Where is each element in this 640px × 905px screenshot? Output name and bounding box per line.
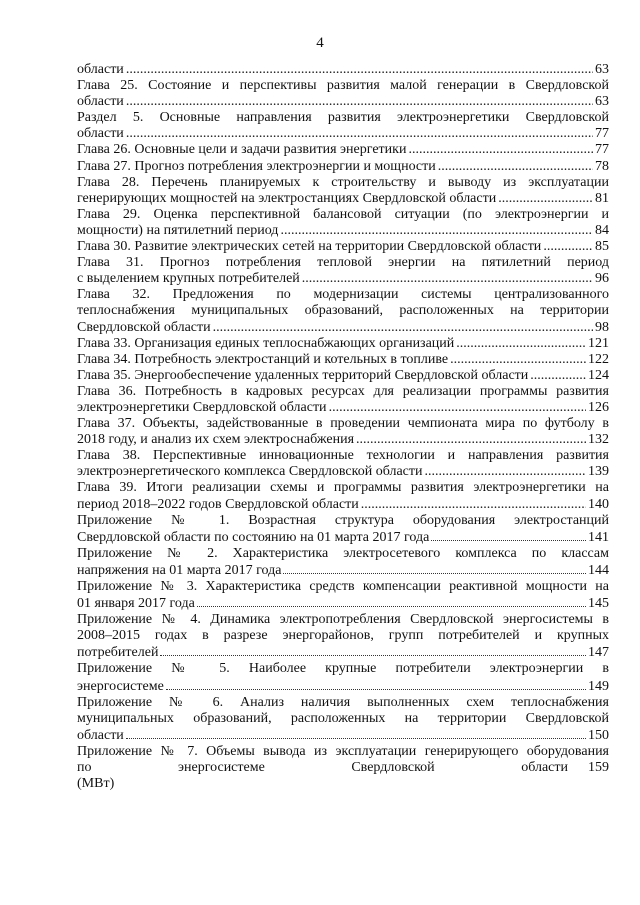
toc-entry[interactable] (77, 480, 609, 512)
toc-entry-title: по энергосистеме Свердловской области (77, 760, 568, 776)
toc-entry[interactable] (77, 255, 609, 287)
toc-entry[interactable] (77, 368, 609, 384)
toc-entry-line: Приложение № 4. Динамика электропотребления Свердловской энергосистемы в (77, 612, 609, 628)
toc-entry-title: электроэнергетического комплекса Свердловской области (77, 464, 423, 480)
toc-entry-title: с выделением крупных потребителей (77, 271, 300, 287)
toc-entry-title: области (77, 727, 124, 743)
toc-page-number: 81 (595, 190, 609, 206)
dot-leader (126, 62, 593, 78)
toc-page-number: 124 (588, 367, 609, 383)
toc-entry-line: Глава 31. Прогноз потребления тепловой энергии на пятилетний период (77, 255, 609, 271)
toc-page-number: 77 (595, 126, 609, 142)
toc-entry-line: Приложение № 5. Наиболее крупные потребители электроэнергии в (77, 661, 609, 677)
toc-entry-line: Глава 25. Состояние и перспективы развития малой генерации в Свердловской (77, 78, 609, 94)
toc-page-number: 139 (588, 464, 609, 480)
toc-entry-line: Приложение № 6. Анализ наличия выполненных схем теплоснабжения (77, 694, 609, 710)
dot-leader (425, 464, 587, 480)
toc-page-number: 96 (595, 271, 609, 287)
toc-page-number: 132 (588, 432, 609, 448)
toc-page-number: 150 (588, 727, 609, 743)
toc-entry-line: Глава 36. Потребность в кадровых ресурсах для реализации программы развития (77, 383, 609, 399)
toc-entry[interactable] (77, 661, 609, 694)
dot-leader (280, 223, 593, 239)
toc-page-number: 85 (595, 239, 609, 255)
dot-leader (438, 159, 593, 175)
dot-leader (166, 678, 586, 690)
toc-entry[interactable] (77, 207, 609, 239)
toc-entry[interactable] (77, 546, 609, 579)
toc-entry-title: области (77, 94, 124, 110)
toc-page-number: 121 (588, 335, 609, 351)
toc-entry-title: Глава 34. Потребность электростанций и котельных в топливе (77, 351, 449, 367)
toc-entry-line: Глава 39. Итоги реализации схемы и программы развития электроэнергетики на (77, 480, 609, 496)
toc-page-number: 84 (595, 222, 609, 238)
toc-entry[interactable] (77, 695, 609, 744)
toc-entry-line: Глава 38. Перспективные инновационные технологии и направления развития (77, 448, 609, 464)
toc-page-number: 78 (595, 158, 609, 174)
toc-page-number: 77 (595, 142, 609, 158)
toc-entry-title: потребителей (77, 645, 159, 661)
toc-entry-title: Свердловской области (77, 319, 211, 335)
toc-entry-line: 2008–2015 годах в разрезе энергорайонов, групп потребителей и крупных (77, 628, 609, 644)
toc-page-number: 159 (588, 760, 609, 776)
toc-entry-title: Глава 26. Основные цели и задачи развития энергетики (77, 142, 407, 158)
dot-leader (498, 191, 593, 207)
toc-entry-line: Раздел 5. Основные направления развития электроэнергетики Свердловской (77, 110, 609, 126)
toc-page-number: 141 (588, 529, 609, 545)
toc-entry-line: Приложение № 1. Возрастная структура оборудования электростанций (77, 512, 609, 528)
dot-leader (302, 271, 593, 287)
toc-entry-tail: (МВт) (77, 776, 115, 792)
toc-page-number: 145 (588, 596, 609, 612)
toc-page-number: 144 (588, 562, 609, 578)
toc-entry[interactable] (77, 336, 609, 352)
toc-entry-line: Глава 37. Объекты, задействованные в проведении чемпионата мира по футболу в (77, 416, 609, 432)
toc-entry-title: Глава 33. Организация единых теплоснабжающих организаций (77, 335, 455, 351)
dot-leader (160, 644, 586, 656)
toc-entry[interactable] (77, 159, 609, 175)
dot-leader (543, 239, 593, 255)
toc-entry[interactable] (77, 744, 609, 792)
dot-leader (456, 336, 586, 352)
toc-entry-title: Глава 27. Прогноз потребления электроэнергии и мощности (77, 158, 436, 174)
toc-entry[interactable] (77, 612, 609, 661)
toc-page-number: 122 (588, 351, 609, 367)
dot-leader (213, 320, 593, 336)
dot-leader (431, 529, 586, 541)
dot-leader (283, 562, 586, 574)
dot-leader (197, 595, 586, 607)
toc-entry[interactable] (77, 142, 609, 158)
toc-page-number: 140 (588, 496, 609, 512)
toc-entry[interactable] (77, 448, 609, 480)
toc-entry[interactable] (77, 579, 609, 612)
dot-leader (361, 497, 586, 513)
toc-entry-line: Приложение № 7. Объемы вывода из эксплуатации генерирующего оборудования (77, 743, 609, 759)
toc-entry-title: энергосистеме (77, 678, 164, 694)
toc-entry-title: период 2018–2022 годов Свердловской области (77, 496, 359, 512)
dot-leader (530, 368, 586, 384)
dot-leader (408, 142, 593, 158)
toc-entry-title: напряжения на 01 марта 2017 года (77, 562, 282, 578)
toc-entry-title: Свердловской области по состоянию на 01 марта 2017 года (77, 529, 430, 545)
dot-leader (126, 94, 593, 110)
toc-page-number: 63 (595, 94, 609, 110)
toc-page-number: 98 (595, 319, 609, 335)
toc-page-number: 147 (588, 645, 609, 661)
toc-entry-line: муниципальных образований, расположенных на территории Свердловской (77, 710, 609, 726)
toc-entry-title: электроэнергетики Свердловской области (77, 399, 327, 415)
dot-leader (450, 352, 586, 368)
toc-entry-title: Глава 30. Развитие электрических сетей на территории Свердловской области (77, 239, 542, 255)
dot-leader (329, 400, 586, 416)
toc-entry-line: Глава 29. Оценка перспективной балансовой ситуации (по электроэнергии и (77, 206, 609, 222)
dot-leader (126, 126, 593, 142)
toc-entry[interactable] (77, 513, 609, 546)
toc-entry[interactable] (77, 416, 609, 448)
toc-entry[interactable] (77, 352, 609, 368)
toc-entry-title: 2018 году, и анализ их схем электроснабжения (77, 432, 355, 448)
toc-page-number: 63 (595, 62, 609, 77)
toc-page-number: 126 (588, 399, 609, 415)
table-of-contents (77, 62, 609, 792)
toc-entry[interactable] (77, 78, 609, 110)
toc-entry[interactable] (77, 287, 609, 335)
toc-entry-line: Глава 32. Предложения по модернизации системы централизованного (77, 287, 609, 303)
toc-entry[interactable] (77, 110, 609, 142)
toc-entry-title: области (77, 126, 124, 142)
toc-entry[interactable] (77, 175, 609, 207)
toc-entry[interactable] (77, 239, 609, 255)
toc-entry-title: Глава 35. Энергообеспечение удаленных территорий Свердловской области (77, 367, 529, 383)
page-number: 4 (316, 35, 324, 51)
toc-entry-title: мощности) на пятилетний период (77, 222, 279, 238)
dot-leader (126, 727, 586, 739)
toc-entry[interactable] (77, 384, 609, 416)
toc-entry-title: 01 января 2017 года (77, 596, 195, 612)
toc-entry-line: Приложение № 2. Характеристика электросетевого комплекса по классам (77, 545, 609, 561)
toc-entry-title: области (77, 62, 124, 77)
toc-entry-line: теплоснабжения муниципальных образований, расположенных на территории (77, 303, 609, 319)
toc-entry[interactable] (77, 62, 609, 78)
toc-page-number: 149 (588, 678, 609, 694)
toc-entry-line: Приложение № 3. Характеристика средств компенсации реактивной мощности на (77, 579, 609, 594)
dot-leader (356, 432, 586, 448)
toc-entry-title: генерирующих мощностей на электростанциях Свердловской области (77, 190, 497, 206)
toc-entry-line: Глава 28. Перечень планируемых к строительству и выводу из эксплуатации (77, 174, 609, 190)
